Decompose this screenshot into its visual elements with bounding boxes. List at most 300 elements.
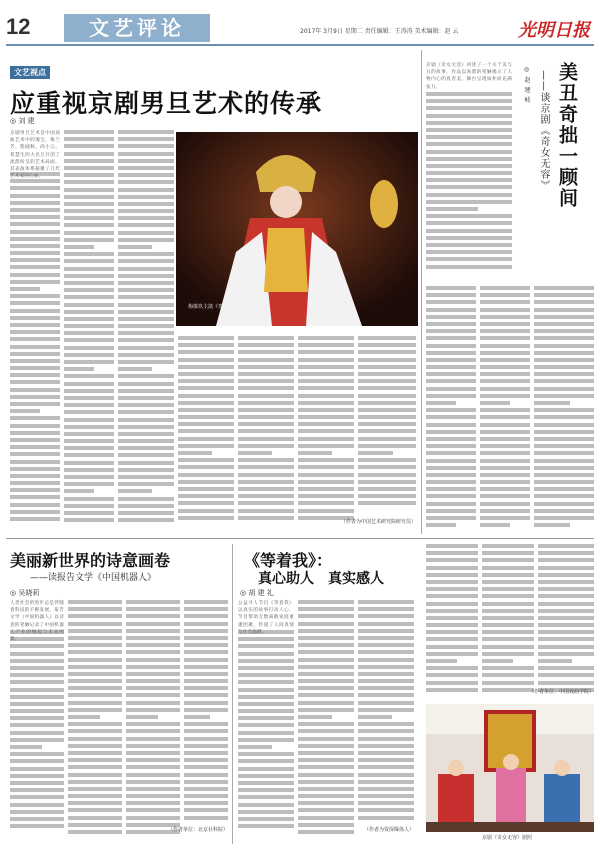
body-text-line xyxy=(426,99,512,103)
body-text-line xyxy=(126,808,180,812)
body-text-line xyxy=(178,415,234,419)
body-text-line xyxy=(426,265,512,269)
body-text-line xyxy=(238,652,294,656)
body-text-line xyxy=(480,329,530,333)
body-text-line xyxy=(64,468,114,472)
body-text-line xyxy=(482,551,534,555)
body-text-line xyxy=(10,265,60,269)
masthead-logo: 光明日报 xyxy=(518,20,590,41)
body-text-line xyxy=(68,701,122,705)
body-text-line xyxy=(358,693,414,697)
body-text-line xyxy=(238,473,294,477)
body-text-line xyxy=(10,388,60,392)
body-text-line xyxy=(10,467,60,471)
body-text-line xyxy=(238,437,294,441)
lead-headline: 应重视京剧男旦艺术的传承 xyxy=(10,89,323,118)
body-text-line xyxy=(298,622,354,626)
body-text-line xyxy=(68,765,122,769)
body-text-line xyxy=(184,751,228,755)
body-text-line xyxy=(64,439,114,443)
body-text-line xyxy=(538,623,594,627)
body-text-line xyxy=(10,208,60,212)
body-text-line xyxy=(534,466,594,470)
bottom-left-byline: ◎ 吴晓莉 xyxy=(10,589,40,597)
body-text-line xyxy=(64,259,114,263)
body-text-line xyxy=(426,193,512,197)
body-text-line xyxy=(426,372,476,376)
body-text-line xyxy=(64,425,114,429)
body-text-line xyxy=(118,389,174,393)
body-text-line xyxy=(238,824,294,828)
body-text-line xyxy=(358,358,416,362)
body-text-line xyxy=(298,480,354,484)
body-text-line xyxy=(534,480,594,484)
body-text-line xyxy=(68,600,122,604)
body-text-line xyxy=(480,408,530,412)
body-text-line xyxy=(68,607,122,611)
body-text-line xyxy=(298,765,354,769)
body-text-line xyxy=(482,659,513,663)
body-text-line xyxy=(426,200,512,204)
body-text-line xyxy=(64,382,114,386)
lead-opening-text: 京剧男旦艺术是中国戏曲艺术中的瑰宝，梅兰芳、程砚秋、尚小云、荀慧生四大名旦开创了流派纷呈的艺术局面，其表演体系凝聚了几代艺术家的心血。 xyxy=(10,131,60,180)
bottom-left-credit: （作者单位：北京社科院） xyxy=(167,827,228,833)
body-text-line xyxy=(238,365,294,369)
body-text-line xyxy=(10,373,60,377)
body-text-line xyxy=(184,729,228,733)
body-text-line xyxy=(10,517,60,521)
body-text-line xyxy=(298,816,354,820)
body-text-line xyxy=(68,643,122,647)
body-text-line xyxy=(238,666,294,670)
body-text-line xyxy=(426,250,512,254)
body-text-line xyxy=(426,466,476,470)
body-text-line xyxy=(118,403,174,407)
body-text-line xyxy=(118,152,174,156)
body-text-line xyxy=(426,142,512,146)
body-text-line xyxy=(482,616,534,620)
body-text-line xyxy=(538,551,594,555)
body-text-line xyxy=(238,494,294,498)
body-text-line xyxy=(482,566,534,570)
body-text-line xyxy=(64,367,94,371)
body-text-line xyxy=(426,609,478,613)
body-text-line xyxy=(534,394,594,398)
lead-column-6 xyxy=(298,336,354,530)
body-text-line xyxy=(64,223,114,227)
body-text-line xyxy=(68,808,122,812)
body-text-line xyxy=(118,374,174,378)
body-text-line xyxy=(178,408,234,412)
body-text-line xyxy=(10,695,64,699)
body-text-line xyxy=(426,580,478,584)
body-text-line xyxy=(426,315,476,319)
body-text-line xyxy=(238,781,294,785)
body-text-line xyxy=(480,286,530,290)
body-text-line xyxy=(238,810,294,814)
body-text-line xyxy=(64,446,114,450)
body-text-line xyxy=(118,274,174,278)
body-text-line xyxy=(238,451,272,455)
body-text-line xyxy=(426,602,478,606)
body-text-line xyxy=(118,439,174,443)
body-text-line xyxy=(10,810,64,814)
body-text-line xyxy=(426,516,476,520)
body-text-line xyxy=(298,794,354,798)
body-text-line xyxy=(358,744,414,748)
body-text-line xyxy=(480,516,530,520)
body-text-line xyxy=(426,128,512,132)
body-text-line xyxy=(480,300,530,304)
body-text-line xyxy=(118,238,174,242)
body-text-line xyxy=(298,358,354,362)
body-text-line xyxy=(238,637,294,641)
body-text-line xyxy=(482,637,534,641)
body-text-line xyxy=(126,600,180,604)
body-text-line xyxy=(480,401,510,405)
body-text-line xyxy=(118,504,174,508)
body-text-line xyxy=(64,353,114,357)
body-text-line xyxy=(238,386,294,390)
body-text-line xyxy=(64,338,114,342)
body-text-line xyxy=(184,686,228,690)
body-text-line xyxy=(298,758,354,762)
body-text-line xyxy=(126,679,180,683)
section-title: 文艺评论 xyxy=(64,14,210,42)
body-text-line xyxy=(118,482,174,486)
body-text-line xyxy=(426,257,512,261)
body-text-line xyxy=(358,394,416,398)
body-text-line xyxy=(298,614,354,618)
body-text-line xyxy=(184,773,228,777)
body-text-line xyxy=(534,509,594,513)
body-text-line xyxy=(126,744,180,748)
body-text-line xyxy=(426,178,512,182)
body-text-line xyxy=(358,622,414,626)
body-text-line xyxy=(118,216,174,220)
body-text-line xyxy=(10,186,60,190)
body-text-line xyxy=(298,780,354,784)
body-text-line xyxy=(10,738,64,742)
lead-column-7 xyxy=(358,336,416,510)
body-text-line xyxy=(68,622,122,626)
body-text-line xyxy=(118,331,174,335)
body-text-line xyxy=(118,432,174,436)
body-text-line xyxy=(426,114,512,118)
body-text-line xyxy=(538,573,594,577)
bottom-right-caption: 京剧《奇女无容》剧照 xyxy=(482,835,533,841)
body-text-line xyxy=(298,629,354,633)
body-text-line xyxy=(118,180,174,184)
body-text-line xyxy=(534,315,594,319)
body-text-line xyxy=(10,488,60,492)
body-text-line xyxy=(118,209,174,213)
body-text-line xyxy=(426,214,512,218)
body-text-line xyxy=(426,573,478,577)
body-text-line xyxy=(64,209,114,213)
lead-credit: （作者为中国艺术研究院研究员） xyxy=(340,519,416,525)
body-text-line xyxy=(10,673,64,677)
body-text-line xyxy=(298,401,354,405)
body-text-line xyxy=(64,295,114,299)
bottom-mid-byline: ◎ 胡 建 礼 xyxy=(240,589,274,597)
body-text-line xyxy=(426,121,512,125)
body-text-line xyxy=(534,494,594,498)
body-text-line xyxy=(482,587,534,591)
bm-column-1 xyxy=(238,600,294,838)
body-text-line xyxy=(298,372,354,376)
body-text-line xyxy=(534,423,594,427)
body-text-line xyxy=(534,351,594,355)
body-text-line xyxy=(184,650,228,654)
body-text-line xyxy=(64,281,114,285)
body-text-line xyxy=(68,751,122,755)
body-text-line xyxy=(426,135,512,139)
body-text-line xyxy=(358,607,414,611)
body-text-line xyxy=(358,614,414,618)
body-text-line xyxy=(358,773,414,777)
body-text-line xyxy=(118,324,174,328)
body-text-line xyxy=(426,509,476,513)
divider-right xyxy=(421,50,422,534)
body-text-line xyxy=(184,693,228,697)
body-text-line xyxy=(482,544,534,548)
body-text-line xyxy=(426,444,476,448)
body-text-line xyxy=(68,737,122,741)
body-text-line xyxy=(184,600,228,604)
body-text-line xyxy=(178,501,234,505)
bottom-left-headline: 美丽新世界的诗意画卷 xyxy=(10,551,171,570)
bottom-mid-subheadline: 真心助人 真实感人 xyxy=(258,571,384,587)
body-text-line xyxy=(358,408,416,412)
body-text-line xyxy=(178,494,234,498)
body-text-line xyxy=(10,230,60,234)
body-text-line xyxy=(238,759,294,763)
body-text-line xyxy=(118,317,174,321)
body-text-line xyxy=(64,317,114,321)
body-text-line xyxy=(426,243,512,247)
body-text-line xyxy=(68,794,122,798)
body-text-line xyxy=(426,594,478,598)
body-text-line xyxy=(184,636,228,640)
body-text-line xyxy=(10,251,60,255)
body-text-line xyxy=(64,180,114,184)
body-text-line xyxy=(10,445,60,449)
body-text-line xyxy=(10,481,60,485)
body-text-line xyxy=(10,273,60,277)
body-text-line xyxy=(238,644,294,648)
body-text-line xyxy=(10,287,40,291)
body-text-line xyxy=(426,401,456,405)
body-text-line xyxy=(538,645,594,649)
body-text-line xyxy=(238,350,294,354)
body-text-line xyxy=(358,643,414,647)
stage-performance-image xyxy=(426,704,594,832)
body-text-line xyxy=(118,360,174,364)
body-text-line xyxy=(64,159,114,163)
body-text-line xyxy=(358,751,414,755)
body-text-line xyxy=(126,686,180,690)
body-text-line xyxy=(118,410,174,414)
body-text-line xyxy=(238,795,294,799)
body-text-line xyxy=(64,252,114,256)
body-text-line xyxy=(298,429,354,433)
body-text-line xyxy=(178,422,234,426)
body-text-line xyxy=(184,665,228,669)
body-text-line xyxy=(426,659,457,663)
body-text-line xyxy=(534,322,594,326)
body-text-line xyxy=(358,343,416,347)
body-text-line xyxy=(178,372,234,376)
body-text-line xyxy=(358,480,416,484)
body-text-line xyxy=(358,708,414,712)
body-text-line xyxy=(64,482,114,486)
body-text-line xyxy=(178,451,212,455)
body-text-line xyxy=(426,523,456,527)
body-text-line xyxy=(118,425,174,429)
body-text-line xyxy=(184,607,228,611)
page-number: 12 xyxy=(6,14,31,39)
body-text-line xyxy=(426,502,476,506)
body-text-line xyxy=(238,343,294,347)
body-text-line xyxy=(426,322,476,326)
body-text-line xyxy=(538,544,594,548)
body-text-line xyxy=(68,629,122,633)
body-text-line xyxy=(298,600,354,604)
body-text-line xyxy=(118,489,152,493)
body-text-line xyxy=(64,324,114,328)
lead-photo-caption: 梅葆玖主演《贵妃醉酒》剧照 xyxy=(188,304,254,310)
body-text-line xyxy=(126,708,180,712)
body-text-line xyxy=(534,344,594,348)
body-text-line xyxy=(126,701,180,705)
body-text-line xyxy=(238,429,294,433)
body-text-line xyxy=(68,801,122,805)
body-text-line xyxy=(482,609,534,613)
body-text-line xyxy=(358,350,416,354)
body-text-line xyxy=(298,658,354,662)
body-text-line xyxy=(118,346,174,350)
body-text-line xyxy=(480,415,530,419)
body-text-line xyxy=(184,816,228,820)
body-text-line xyxy=(534,365,594,369)
body-text-line xyxy=(482,630,534,634)
body-text-line xyxy=(358,629,414,633)
body-text-line xyxy=(68,744,122,748)
body-text-line xyxy=(298,501,354,505)
body-text-line xyxy=(298,437,354,441)
body-text-line xyxy=(178,473,234,477)
body-text-line xyxy=(298,737,354,741)
body-text-line xyxy=(426,106,512,110)
body-text-line xyxy=(64,152,114,156)
body-text-line xyxy=(178,444,234,448)
body-text-line xyxy=(426,616,478,620)
body-text-line xyxy=(118,338,174,342)
right-headline: 美丑奇拙一顾间 xyxy=(556,62,578,209)
body-text-line xyxy=(482,666,534,670)
body-text-line xyxy=(534,502,594,506)
body-text-line xyxy=(358,722,414,726)
bl-column-3 xyxy=(126,600,180,838)
body-text-line xyxy=(426,645,478,649)
bl-opening-text: 人类社会的进步总是伴随着科技的不断发展，报告文学《中国机器人》以诗意的笔触记录了中国机器人产业的崛起与未来图景。 xyxy=(10,601,64,643)
bl-column-4 xyxy=(184,600,228,826)
body-text-line xyxy=(10,294,60,298)
body-text-line xyxy=(238,767,294,771)
body-text-line xyxy=(184,722,228,726)
body-text-line xyxy=(238,803,294,807)
body-text-line xyxy=(426,408,476,412)
body-text-line xyxy=(64,173,114,177)
body-text-line xyxy=(64,166,114,170)
body-text-line xyxy=(238,702,294,706)
body-text-line xyxy=(238,336,294,340)
body-text-line xyxy=(358,415,416,419)
body-text-line xyxy=(126,801,180,805)
body-text-line xyxy=(480,502,530,506)
body-text-line xyxy=(358,365,416,369)
body-text-line xyxy=(426,157,512,161)
body-text-line xyxy=(538,616,594,620)
body-text-line xyxy=(126,794,180,798)
body-text-line xyxy=(64,144,114,148)
body-text-line xyxy=(238,444,294,448)
body-text-line xyxy=(64,403,114,407)
body-text-line xyxy=(10,416,60,420)
body-text-line xyxy=(68,679,122,683)
body-text-line xyxy=(426,308,476,312)
bl-column-2 xyxy=(68,600,122,838)
body-text-line xyxy=(534,430,594,434)
body-text-line xyxy=(10,309,60,313)
body-text-line xyxy=(426,150,512,154)
body-text-line xyxy=(482,645,534,649)
body-text-line xyxy=(534,415,594,419)
body-text-line xyxy=(358,636,414,640)
body-text-line xyxy=(184,679,228,683)
body-text-line xyxy=(426,351,476,355)
body-text-line xyxy=(10,201,60,205)
body-text-line xyxy=(118,468,174,472)
body-text-line xyxy=(358,650,414,654)
body-text-line xyxy=(538,630,594,634)
body-text-line xyxy=(426,587,478,591)
body-text-line xyxy=(534,286,594,290)
body-text-line xyxy=(426,329,476,333)
body-text-line xyxy=(426,652,478,656)
body-text-line xyxy=(358,679,414,683)
body-text-line xyxy=(538,652,594,656)
body-text-line xyxy=(298,665,354,669)
body-text-line xyxy=(10,431,60,435)
body-text-line xyxy=(118,231,174,235)
body-text-line xyxy=(68,614,122,618)
body-text-line xyxy=(64,374,114,378)
body-text-line xyxy=(238,745,272,749)
body-text-line xyxy=(118,137,174,141)
body-text-line xyxy=(534,408,594,412)
body-text-line xyxy=(480,509,530,513)
body-text-line xyxy=(480,430,530,434)
body-text-line xyxy=(184,780,228,784)
body-text-line xyxy=(298,379,354,383)
body-text-line xyxy=(68,780,122,784)
body-text-line xyxy=(118,446,174,450)
body-text-line xyxy=(64,130,114,134)
body-text-line xyxy=(64,432,114,436)
body-text-line xyxy=(298,701,354,705)
